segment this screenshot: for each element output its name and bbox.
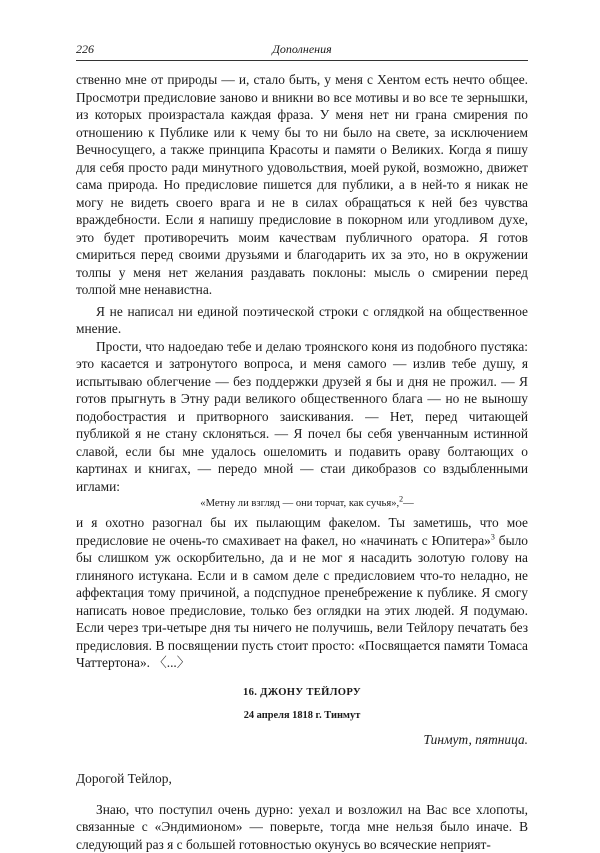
verse-text: «Метну ли взгляд — они торчат, как сучья», <box>200 498 399 509</box>
book-page <box>76 40 528 853</box>
paragraph-3: Прости, что надоедаю тебе и делаю троянского коня из подобного пустяка: это касается и затронутого вопроса, и меня самого — излив тебе душу, я испытываю облегчение — без поддержки друзей я бы и дня не прожил. — Я готов прыгнуть в Этну ради великого общественного блага — но не выношу подобострастия и притворного заискивания. — Нет, перед читающей публикой я не стану склоняться. — Я почел бы себя увенчанным истинной славой, если бы мне удалось ошеломить и подавить ораву болтающих о картинах и книгах, — передо мной — стаи дикобразов со вздыбленными иглами: <box>76 338 528 496</box>
footnote-mark: 3 <box>491 532 495 541</box>
continuation-part-2: было бы слишком уж оскорбительно, да и не мог я насадить золотую голову на глиняного истукана. Если и в самом деле с предисловием что-то неладно, не аффектация тому причиной, а подспудное пренебрежение к публике. Я смогу написать новое предисловие, только без оглядки на этих людей. Я подумаю. Если через три-четыре дня ты ничего не получишь, вели Тейлору печатать без предисловия. В посвящении пусть стоит просто: «Посвящается памяти Томаса Чаттертона». 〈...〉 <box>76 533 528 671</box>
paragraph-2: Я не написал ни единой поэтической строки с оглядкой на общественное мнение. <box>76 303 528 338</box>
paragraph-1: ственно мне от природы — и, стало быть, у меня с Хентом есть нечто общее. Просмотри предисловие заново и вникни во все мотивы и во все те зернышки, из которых произрастала каждая фраза. У меня нет ни грана смирения по отношению к Публике или к чему бы то ни было на свете, за исключением Вечносущего, а также принципа Красоты и памяти о Великих. Когда я пишу для себя просто ради минутного удовольствия, моей рукой, возможно, движет сама природа. Но предисловие пишется для публики, а в ней-то я никак не могу не видеть своего врага и не в силах обращаться к ней без чувства враждебности. Если я напишу предисловие в покорном или угодливом духе, это будет противоречить моим качествам публичного оратора. Я готов смириться перед своими друзьями и благодарить их за это, но в окружении толпы у меня нет желания раздавать поклоны: мысль о смирении перед толпой мне ненавистна. <box>76 71 528 299</box>
page-number: 226 <box>76 42 94 57</box>
letter-dateline: 24 апреля 1818 г. Тинмут <box>76 710 528 721</box>
running-head <box>76 40 528 61</box>
letter-heading: 16. ДЖОНУ ТЕЙЛОРУ <box>76 687 528 698</box>
letter-paragraph: Знаю, что поступил очень дурно: уехал и возложил на Вас все хлопоты, связанные с «Эндимионом» — поверьте, тогда мне нельзя было иначе. В следующий раз я с большей готовностью окунусь во всяческие неприят- <box>76 801 528 853</box>
main-text <box>76 71 528 672</box>
section-title: Дополнения <box>76 42 528 57</box>
footnote-mark: 2 <box>399 494 403 503</box>
continuation-part-1: и я охотно разогнал бы их пылающим факелом. Ты заметишь, что мое предисловие не очень-то смахивает на факел, но «начинать с Юпитера» <box>76 515 528 548</box>
letter-salutation: Дорогой Тейлор, <box>76 770 528 787</box>
verse-quote <box>76 497 528 511</box>
letter-body <box>76 801 528 853</box>
verse-dash: — <box>403 498 414 509</box>
paragraph-continuation <box>76 514 528 672</box>
letter-place: Тинмут, пятница. <box>76 731 528 748</box>
